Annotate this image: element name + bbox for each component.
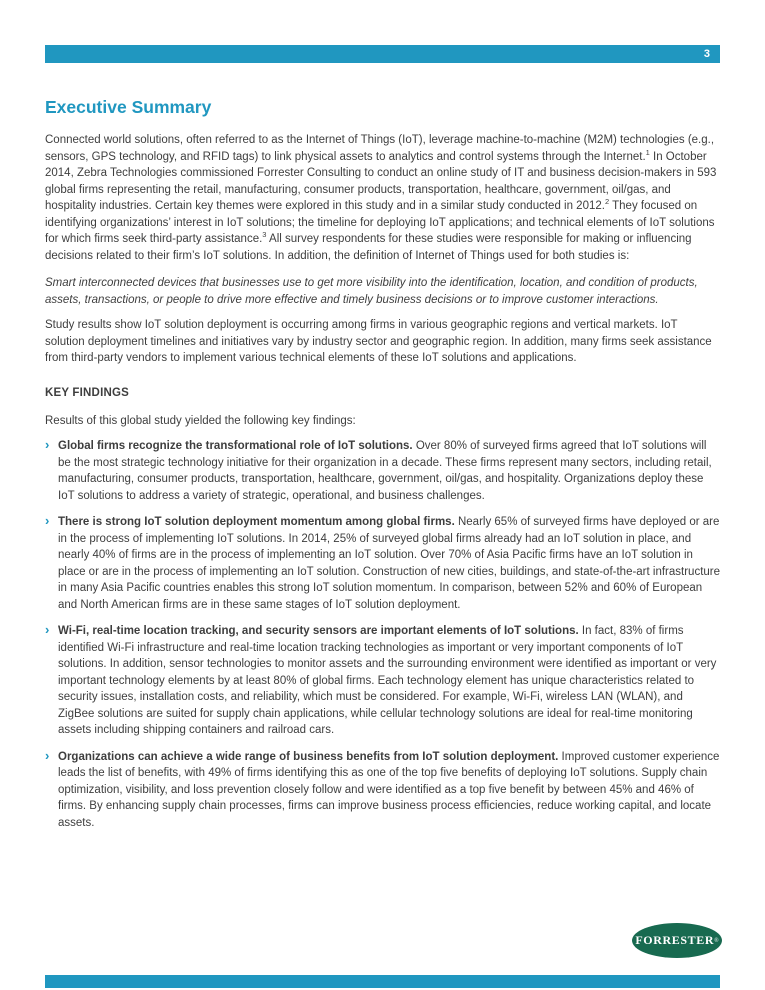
page-number: 3 [703, 48, 710, 60]
finding-body: Nearly 65% of surveyed firms have deployed or are in the process of implementing IoT solutions. In 2014, 25% of surveyed global firms already had an IoT solution in place, and nearly 40% of firms are in the process of implementing an IoT solution. Over 70% of Asia Pacific firms have an IoT solution in place or are in the process of implementing an IoT solution. Construction of new cities, buildings, and state-of-the-art infrastructure in many Asia Pacific countries enables this strong IoT solution momentum. In comparison, between 52% and 60% of European and North American firms are in these same stages of IoT solution deployment. [58, 516, 721, 611]
finding-text [58, 438, 720, 504]
findings-list [45, 438, 720, 831]
key-findings-intro: Results of this global study yielded the following key findings: [45, 414, 356, 427]
paragraph-text: Connected world solutions, often referred to as the Internet of Things (IoT), leverage machine-to-machine (M2M) technologies (e.g., sensors, GPS technology, and RFID tags) to link physical assets to analytics and control systems through the Internet. [45, 134, 715, 163]
bullet-chevron-icon: › [45, 622, 50, 637]
footer-bar [45, 975, 720, 988]
forrester-logo-text: FORRESTER [635, 933, 715, 947]
header-bar [45, 45, 720, 63]
finding-text [58, 749, 720, 832]
bullet-chevron-icon: › [45, 437, 50, 452]
finding-body: Improved customer experience leads the list of benefits, with 49% of firms identifying this as one of the top five benefits of deploying IoT solutions. Supply chain optimization, visibility, and loss prevention closely follow and were identified as a top five benefit by between 45% and 46% of firms. By enhancing supply chain processes, firms can improve business process efficiencies, reduce working capital, and locate assets. [58, 750, 720, 829]
finding-text [58, 623, 720, 739]
footnote-ref-1: 1 [645, 147, 650, 157]
forrester-logo: FORRESTER ® [632, 923, 722, 958]
bullet-chevron-icon: › [45, 747, 50, 763]
finding-body: Over 80% of surveyed firms agreed that IoT solutions will be the most strategic technology initiative for their organization in a decade. These firms represent many sectors, including retail, manufacturing, consumer products, transportation, healthcare, government, oil/gas, and hospitality. Organizations deploy these IoT solutions to address a variety of strategic, operational, and business challenges. [58, 440, 712, 502]
finding-lead: Global firms recognize the transformational role of IoT solutions. [58, 440, 413, 452]
finding-item [45, 438, 720, 504]
bullet-chevron-icon: › [45, 513, 50, 528]
finding-body: In fact, 83% of firms identified Wi-Fi infrastructure and real-time location tracking technologies as important or very important components of IoT solutions. In addition, sensor technologies to monitor assets and the surrounding environment were identified as important or very important technology elements by at least 80% of global firms. Each technology element has unique characteristics related to security issues, installation costs, and reliability, which must be considered. For example, Wi-Fi, wireless LAN (WLAN), and ZigBee solutions are suited for supply chain applications, while cellular technology solutions are ideal for real-time monitoring assets including shipping containers and railroad cars. [58, 625, 717, 736]
page-title: Executive Summary [45, 97, 212, 117]
finding-item [45, 514, 720, 613]
finding-text [58, 514, 720, 613]
finding-item [45, 749, 720, 832]
finding-lead: There is strong IoT solution deployment momentum among global firms. [58, 516, 455, 528]
footnote-ref-2: 2 [604, 197, 610, 207]
footnote-ref-3: 3 [262, 230, 267, 240]
intro-paragraph [45, 132, 720, 264]
paragraph-text: All survey respondents for these studies were responsible for making or influencing decisions related to their firm’s IoT solutions. In addition, the definition of Internet of Things used for both studies is: [45, 233, 692, 262]
paragraph-text: They focused on identifying organizations’ interest in IoT solutions; the timeline for deploying IoT applications; and technical elements of IoT solutions for which firms seek third-party assistance. [45, 200, 715, 245]
paragraph-text: In October 2014, Zebra Technologies commissioned Forrester Consulting to conduct an online study of IT and business decision-makers in 593 global firms representing the retail, manufacturing, consumer products, transportation, healthcare, government, oil/gas, and hospitality industries. Certain key themes were explored in this study and in a similar study conducted in 2012. [45, 150, 717, 212]
finding-item [45, 623, 720, 739]
iot-definition-quote: Smart interconnected devices that businesses use to get more visibility into the identification, location, and condition of products, assets, transactions, or people to drive more effective and timely business decisions or to improve customer interactions. [45, 277, 698, 306]
key-findings-heading: KEY FINDINGS [45, 386, 129, 399]
page-content [45, 82, 720, 831]
study-results-paragraph: Study results show IoT solution deployment is occurring among firms in various geographic regions and vertical markets. IoT solution deployment timelines and initiatives vary by industry sector and geographic region. In addition, many firms seek assistance from third-party vendors to implement various technical elements of these IoT solutions and applications. [45, 319, 712, 364]
finding-lead: Wi-Fi, real-time location tracking, and security sensors are important elements of IoT solutions. [58, 625, 579, 637]
finding-lead: Organizations can achieve a wide range of business benefits from IoT solution deployment. [58, 750, 559, 763]
